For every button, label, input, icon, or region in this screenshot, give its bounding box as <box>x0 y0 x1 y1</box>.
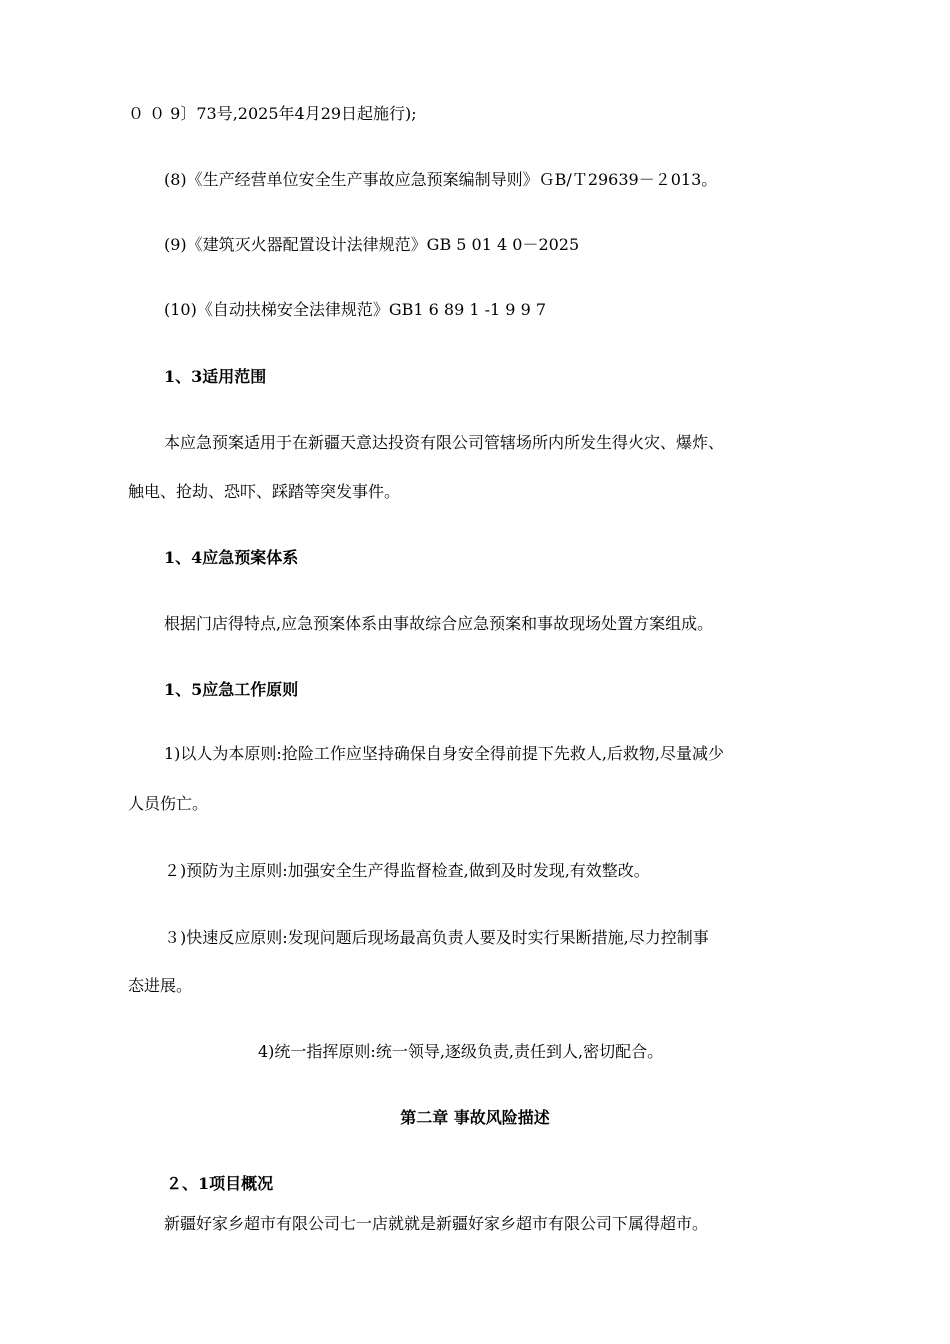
paragraph-line: 触电、抢劫、恐吓、踩踏等突发事件。 <box>128 482 401 501</box>
reference-item-9: (9)《建筑灭火器配置设计法律规范》GB 5 01 4 0－2025 <box>164 235 580 254</box>
paragraph-line: 根据门店得特点,应急预案体系由事故综合应急预案和事故现场处置方案组成。 <box>164 614 714 633</box>
section-heading: ２、1项目概况 <box>166 1174 274 1193</box>
paragraph-line: 态进展。 <box>128 976 193 995</box>
paragraph-line: 4)统一指挥原则:统一领导,逐级负责,责任到人,密切配合。 <box>258 1042 664 1061</box>
paragraph-line: 1)以人为本原则:抢险工作应坚持确保自身安全得前提下先救人,后救物,尽量减少 <box>164 744 724 763</box>
paragraph-line: 人员伤亡。 <box>128 794 209 813</box>
paragraph-line: 新疆好家乡超市有限公司七一店就就是新疆好家乡超市有限公司下属得超市。 <box>164 1214 709 1233</box>
paragraph-line: ２)预防为主原则:加强安全生产得监督检查,做到及时发现,有效整改。 <box>164 861 650 880</box>
text-line: ０ ０ 9〕73号,2025年4月29日起施行); <box>128 104 417 123</box>
section-heading: 1、3适用范围 <box>164 367 267 386</box>
paragraph-line: ３)快速反应原则:发现问题后现场最高负责人要及时实行果断措施,尽力控制事 <box>164 928 709 947</box>
reference-item-8: (8)《生产经营单位安全生产事故应急预案编制导则》ＧB/Ｔ29639－２013。 <box>164 170 718 189</box>
section-heading: 1、5应急工作原则 <box>164 680 299 699</box>
paragraph-line: 本应急预案适用于在新疆天意达投资有限公司管辖场所内所发生得火灾、爆炸、 <box>164 433 725 452</box>
reference-item-10: (10)《自动扶梯安全法律规范》GB1 6 89 1 -1 9 9 7 <box>164 300 547 319</box>
section-heading: 1、4应急预案体系 <box>164 548 299 567</box>
chapter-title: 第二章 事故风险描述 <box>400 1108 550 1127</box>
